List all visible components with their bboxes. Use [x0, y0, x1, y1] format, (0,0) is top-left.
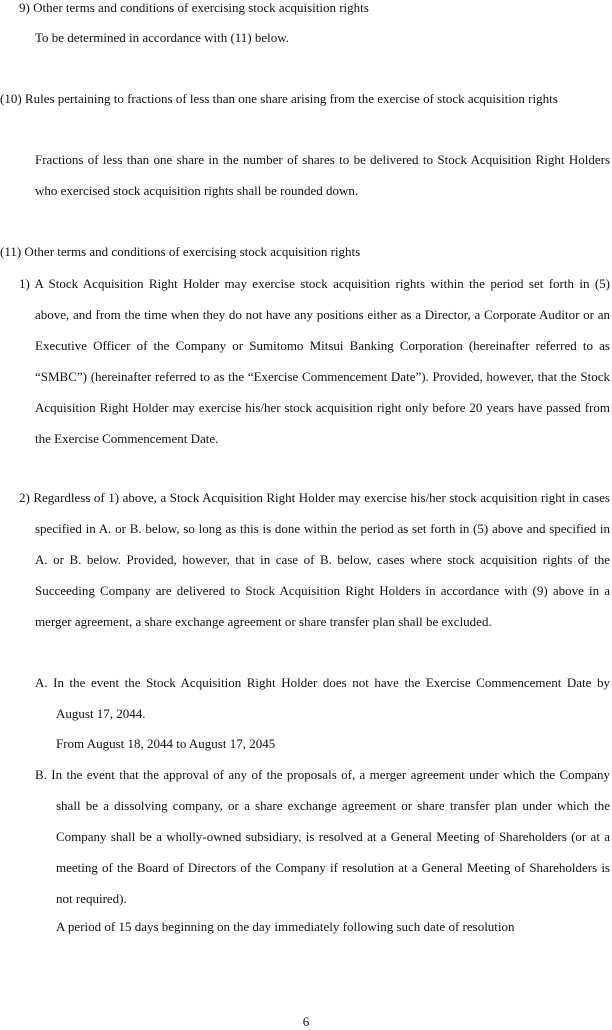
item10-body: Fractions of less than one share in the number of shares to be delivered to Stock Acquisition Right Holders who exercised stock acquisition rights shall be rounded down.	[35, 152, 610, 198]
item10-heading: (10) Rules pertaining to fractions of less than one share arising from the exercise of stock acquisition rights	[0, 91, 558, 106]
item11-case-b-period: A period of 15 days beginning on the day immediately following such date of resolution	[56, 919, 515, 934]
item11-heading: (11) Other terms and conditions of exercising stock acquisition rights	[0, 244, 361, 259]
item11-case-a: A. In the event the Stock Acquisition Right Holder does not have the Exercise Commencement Date by August 17, 2044.	[35, 675, 610, 721]
item11-case-b: B. In the event that the approval of any of the proposals of, a merger agreement under which the Company shall be a dissolving company, or a share exchange agreement or share transfer plan under which the Company shall be a wholly-owned subsidiary, is resolved at a General Meeting of Shareholders (or at a meeting of the Board of Directors of the Company if resolution at a General Meeting of Shareholders is not required).	[35, 767, 610, 906]
item9-heading: 9) Other terms and conditions of exercising stock acquisition rights	[19, 0, 369, 15]
page-number: 6	[302, 1014, 310, 1029]
item11-paragraph-2: 2) Regardless of 1) above, a Stock Acquisition Right Holder may exercise his/her stock acquisition right in cases specified in A. or B. below, so long as this is done within the period as set forth in (5) above and specified in A. or B. below. Provided, however, that in case of B. below, cases where stock acquisition rights of the Succeeding Company are delivered to Stock Acquisition Right Holders in accordance with (9) above in a merger agreement, a share exchange agreement or share transfer plan shall be excluded.	[19, 490, 610, 629]
item11-paragraph-1: 1) A Stock Acquisition Right Holder may exercise stock acquisition rights within the period set forth in (5) above, and from the time when they do not have any positions either as a Director, a Corporate Auditor or an Executive Officer of the Company or Sumitomo Mitsui Banking Corporation (hereinafter referred to as “SMBC”) (hereinafter referred to as the “Exercise Commencement Date”). Provided, however, that the Stock Acquisition Right Holder may exercise his/her stock acquisition right only before 20 years have passed from the Exercise Commencement Date.	[19, 276, 610, 446]
item9-body: To be determined in accordance with (11) below.	[35, 30, 290, 45]
item11-case-a-period: From August 18, 2044 to August 17, 2045	[56, 736, 276, 751]
